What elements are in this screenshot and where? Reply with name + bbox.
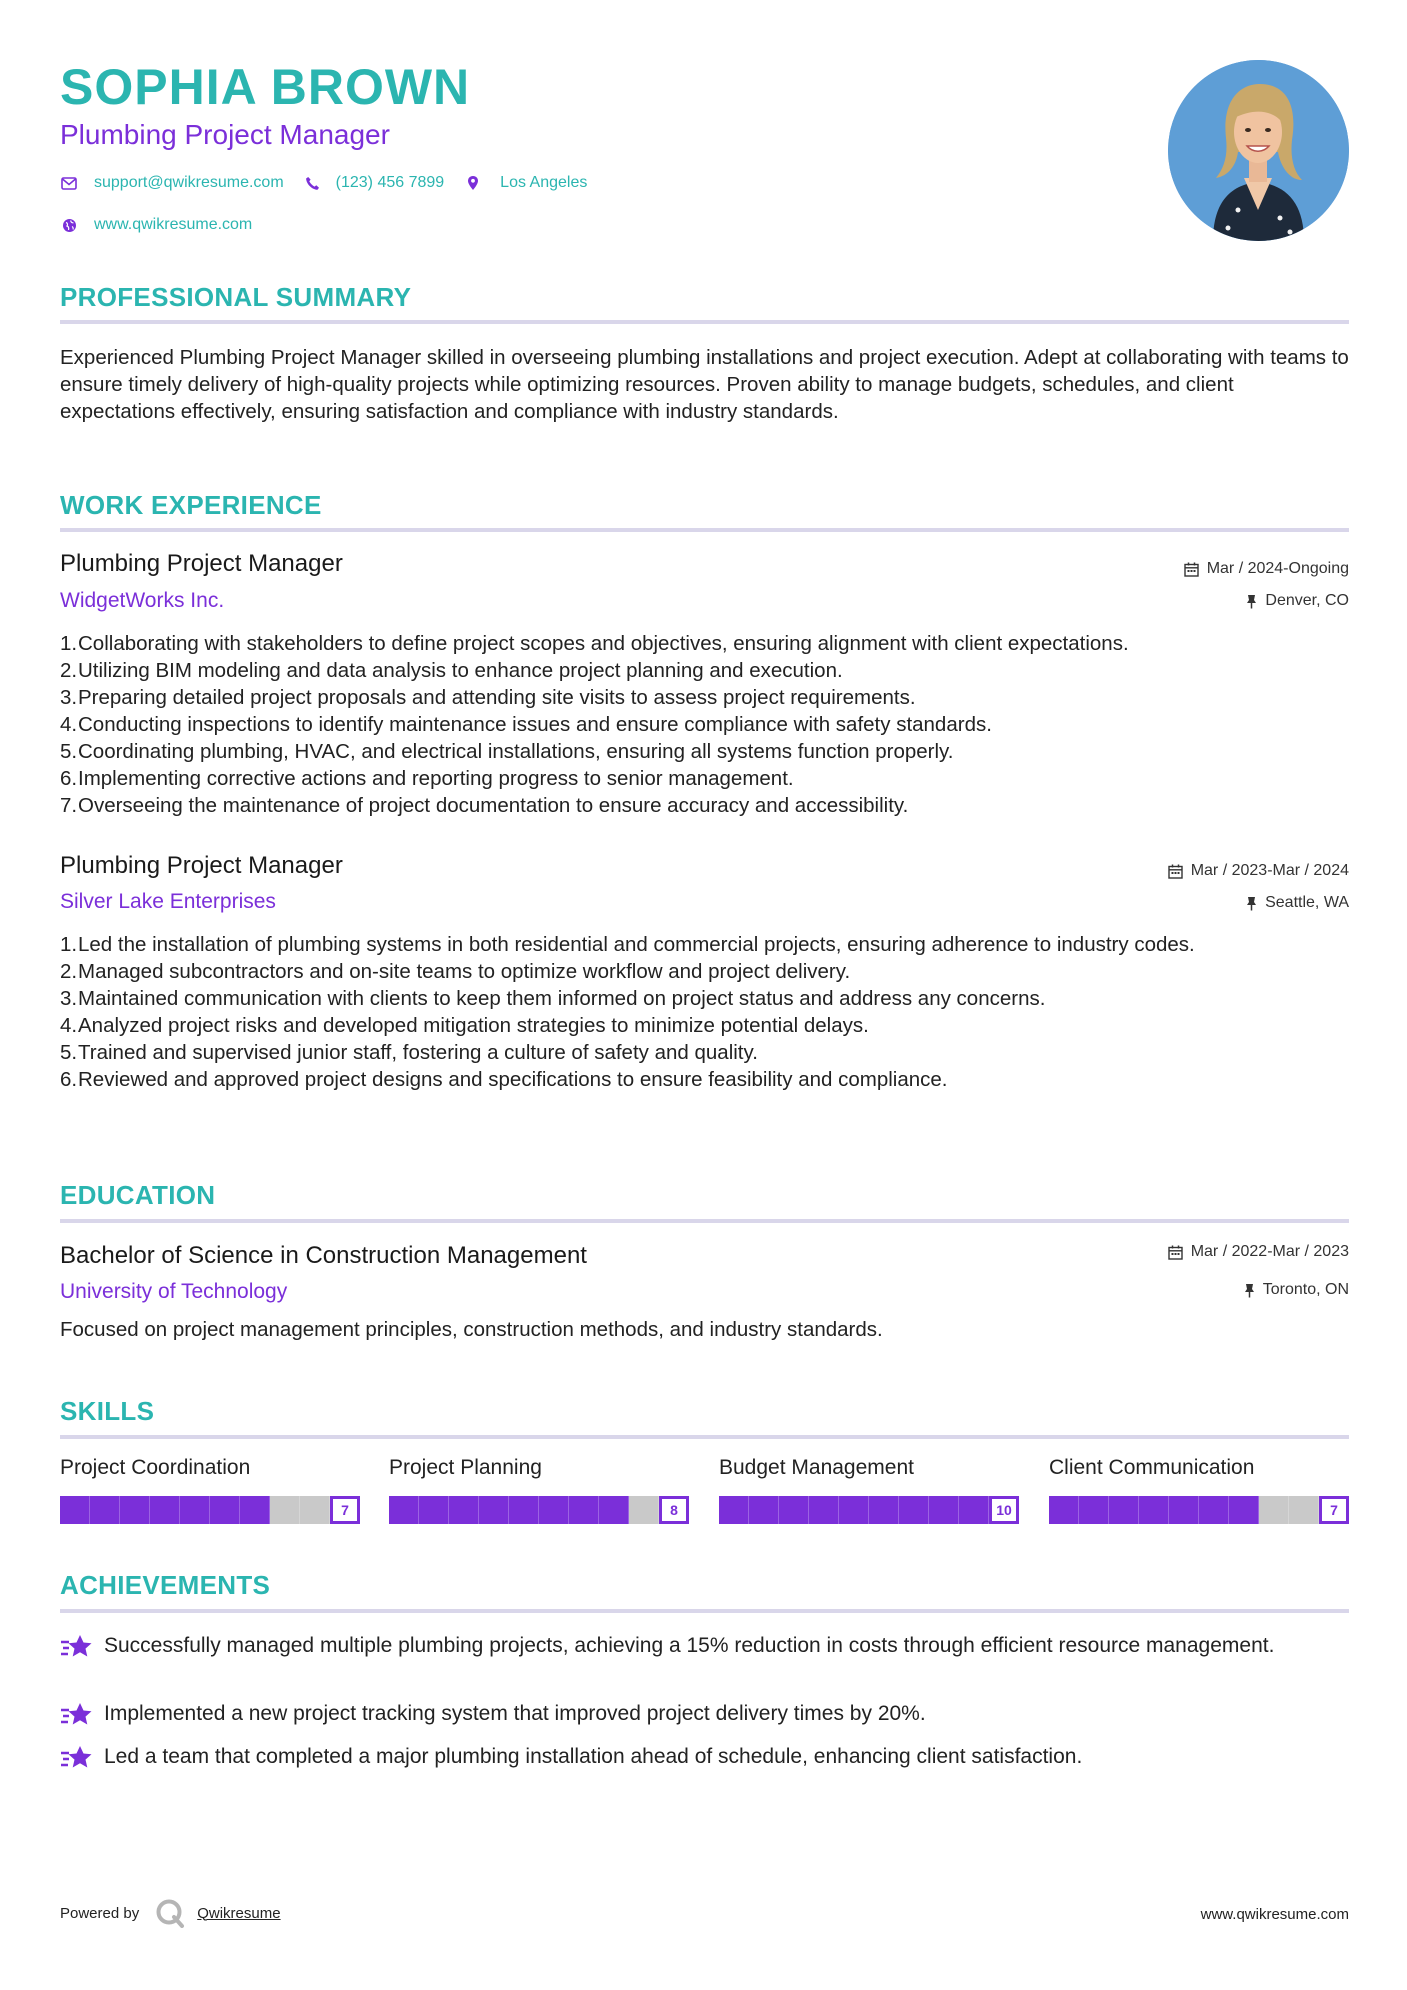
map-pin-icon [464, 174, 482, 192]
section-divider [60, 1435, 1349, 1439]
list-item: 4. Conducting inspections to identify maintenance issues and ensure compliance with safety standards. [60, 713, 992, 736]
skill-score: 7 [330, 1496, 360, 1524]
list-item: 5. Coordinating plumbing, HVAC, and electrical installations, ensuring all systems function properly. [60, 740, 954, 763]
pushpin-icon [1246, 896, 1257, 911]
contact-row [60, 174, 607, 192]
school-name: University of Technology [60, 1280, 288, 1303]
achievement-text: Successfully managed multiple plumbing projects, achieving a 15% reduction in costs through efficient resource management. [104, 1634, 1275, 1657]
skill-rating-segment [599, 1496, 629, 1524]
skill-item [60, 1456, 360, 1524]
skill-rating-segment [120, 1496, 150, 1524]
skill-rating-segment [60, 1496, 90, 1524]
skill-rating-segment [539, 1496, 569, 1524]
skill-rating-segment [1169, 1496, 1199, 1524]
candidate-title: Plumbing Project Manager [60, 119, 390, 150]
skill-rating-bar [60, 1496, 360, 1524]
email-icon [60, 174, 78, 192]
skill-rating-segment [210, 1496, 240, 1524]
skill-rating-segment [180, 1496, 210, 1524]
skill-rating-segment [479, 1496, 509, 1524]
footer-site-link[interactable]: www.qwikresume.com [1200, 1906, 1349, 1923]
skill-rating-segment [240, 1496, 270, 1524]
skill-rating-segment [90, 1496, 120, 1524]
skill-rating-bar [389, 1496, 689, 1524]
star-icon [60, 1745, 94, 1776]
calendar-icon [1168, 864, 1183, 879]
job-dates-text: Mar / 2024-Ongoing [1206, 560, 1349, 577]
skill-name: Client Communication [1049, 1456, 1255, 1479]
job-location-text: Denver, CO [1265, 592, 1349, 609]
section-divider [60, 320, 1349, 324]
website-link[interactable]: www.qwikresume.com [94, 216, 253, 233]
star-icon [60, 1702, 94, 1733]
list-item: 3. Preparing detailed project proposals and attending site visits to assess project requirements. [60, 686, 916, 709]
candidate-name: SOPHIA BROWN [60, 59, 471, 115]
job-bullets [60, 931, 1349, 1093]
skill-score: 8 [659, 1496, 689, 1524]
qwikresume-logo-icon [155, 1898, 185, 1928]
section-title-skills: SKILLS [60, 1396, 155, 1426]
skill-item [389, 1456, 689, 1524]
list-item: 2. Utilizing BIM modeling and data analysis to enhance project planning and execution. [60, 659, 843, 682]
achievement-text: Led a team that completed a major plumbing installation ahead of schedule, enhancing client satisfaction. [104, 1745, 1083, 1768]
skill-name: Project Coordination [60, 1456, 251, 1479]
skill-rating-segment [779, 1496, 809, 1524]
skill-rating-segment [389, 1496, 419, 1524]
skill-rating-segment [959, 1496, 989, 1524]
degree-title: Bachelor of Science in Construction Management [60, 1242, 587, 1269]
skill-rating-segment [449, 1496, 479, 1524]
skill-rating-segment [1259, 1496, 1289, 1524]
skill-rating-bar [1049, 1496, 1349, 1524]
star-icon [60, 1634, 94, 1665]
company-name: Silver Lake Enterprises [60, 890, 276, 913]
skill-rating-segment [839, 1496, 869, 1524]
achievement-text: Implemented a new project tracking system that improved project delivery times by 20%. [104, 1702, 926, 1725]
globe-icon [60, 216, 78, 234]
skill-rating-segment [719, 1496, 749, 1524]
skill-rating-segment [300, 1496, 330, 1524]
phone-number[interactable]: (123) 456 7899 [335, 174, 445, 191]
job-title: Plumbing Project Manager [60, 550, 343, 577]
skill-rating-segment [929, 1496, 959, 1524]
skill-rating-segment [1289, 1496, 1319, 1524]
section-title-education: EDUCATION [60, 1180, 216, 1210]
skill-rating-segment [1049, 1496, 1079, 1524]
skill-rating-segment [270, 1496, 300, 1524]
skill-rating-segment [899, 1496, 929, 1524]
achievement-item [60, 1700, 1349, 1733]
skill-score: 7 [1319, 1496, 1349, 1524]
education-dates [1168, 1243, 1349, 1261]
education-description: Focused on project management principles, construction methods, and industry standards. [60, 1318, 883, 1341]
powered-by-label: Powered by [60, 1904, 140, 1922]
location-text: Los Angeles [500, 174, 588, 191]
skill-rating-segment [1139, 1496, 1169, 1524]
skill-rating-bar [719, 1496, 1019, 1524]
job-dates [1184, 560, 1349, 578]
section-title-summary: PROFESSIONAL SUMMARY [60, 282, 412, 312]
list-item: 1. Led the installation of plumbing systems in both residential and commercial projects, ensuring adherence to industry codes. [60, 933, 1195, 956]
job-dates [1168, 862, 1349, 880]
job-location-text: Seattle, WA [1265, 894, 1349, 911]
list-item: 3. Maintained communication with clients to keep them informed on project status and address any concerns. [60, 987, 1046, 1010]
company-name: WidgetWorks Inc. [60, 589, 225, 612]
skill-rating-segment [629, 1496, 659, 1524]
section-divider [60, 1219, 1349, 1223]
skill-rating-segment [569, 1496, 599, 1524]
calendar-icon [1168, 1245, 1183, 1260]
skill-rating-segment [1109, 1496, 1139, 1524]
skill-item [1049, 1456, 1349, 1524]
skill-item [719, 1456, 1019, 1524]
skill-rating-segment [749, 1496, 779, 1524]
pushpin-icon [1244, 1283, 1255, 1298]
list-item: 1. Collaborating with stakeholders to define project scopes and objectives, ensuring alignment with client expectations. [60, 632, 1129, 655]
list-item: 5. Trained and supervised junior staff, fostering a culture of safety and quality. [60, 1041, 758, 1064]
education-dates-text: Mar / 2022-Mar / 2023 [1190, 1243, 1349, 1260]
list-item: 4. Analyzed project risks and developed mitigation strategies to minimize potential delays. [60, 1014, 869, 1037]
skill-name: Project Planning [389, 1456, 542, 1479]
achievement-item [60, 1743, 1349, 1776]
pushpin-icon [1246, 594, 1257, 609]
list-item: 7. Overseeing the maintenance of project documentation to ensure accuracy and accessibility. [60, 794, 909, 817]
skill-rating-segment [509, 1496, 539, 1524]
summary-text: Experienced Plumbing Project Manager skilled in overseeing plumbing installations and project execution. Adept at collaborating with teams to ensure timely delivery of high-quality projects while optimizing resources. Proven ability to manage budgets, schedules, and client expectations effectively, ensuring satisfaction and compliance with industry standards. [60, 346, 1349, 423]
email-link[interactable]: support@qwikresume.com [94, 174, 284, 191]
calendar-icon [1184, 562, 1199, 577]
education-location-text: Toronto, ON [1262, 1281, 1349, 1298]
section-divider [60, 1609, 1349, 1613]
job-bullets [60, 630, 1349, 819]
section-title-work: WORK EXPERIENCE [60, 490, 322, 520]
phone-icon [304, 174, 322, 192]
qwikresume-link[interactable]: Qwikresume [197, 1904, 281, 1922]
footer-powered-by [60, 1898, 281, 1928]
section-divider [60, 528, 1349, 532]
skill-rating-segment [869, 1496, 899, 1524]
list-item: 6. Reviewed and approved project designs and specifications to ensure feasibility and compliance. [60, 1068, 948, 1091]
skill-rating-segment [1079, 1496, 1109, 1524]
skill-name: Budget Management [719, 1456, 914, 1479]
list-item: 2. Managed subcontractors and on-site teams to optimize workflow and project delivery. [60, 960, 851, 983]
skill-rating-segment [1199, 1496, 1229, 1524]
skill-rating-segment [809, 1496, 839, 1524]
list-item: 6. Implementing corrective actions and reporting progress to senior management. [60, 767, 794, 790]
job-location [1246, 894, 1349, 912]
job-location [1246, 592, 1349, 610]
contact-row-website [60, 216, 272, 234]
job-title: Plumbing Project Manager [60, 852, 343, 879]
skill-rating-segment [419, 1496, 449, 1524]
profile-photo [1168, 60, 1349, 241]
achievement-item [60, 1632, 1349, 1665]
job-dates-text: Mar / 2023-Mar / 2024 [1190, 862, 1349, 879]
section-title-achievements: ACHIEVEMENTS [60, 1570, 271, 1600]
skill-score: 10 [989, 1496, 1019, 1524]
skill-rating-segment [150, 1496, 180, 1524]
skill-rating-segment [1229, 1496, 1259, 1524]
education-location [1244, 1281, 1349, 1299]
